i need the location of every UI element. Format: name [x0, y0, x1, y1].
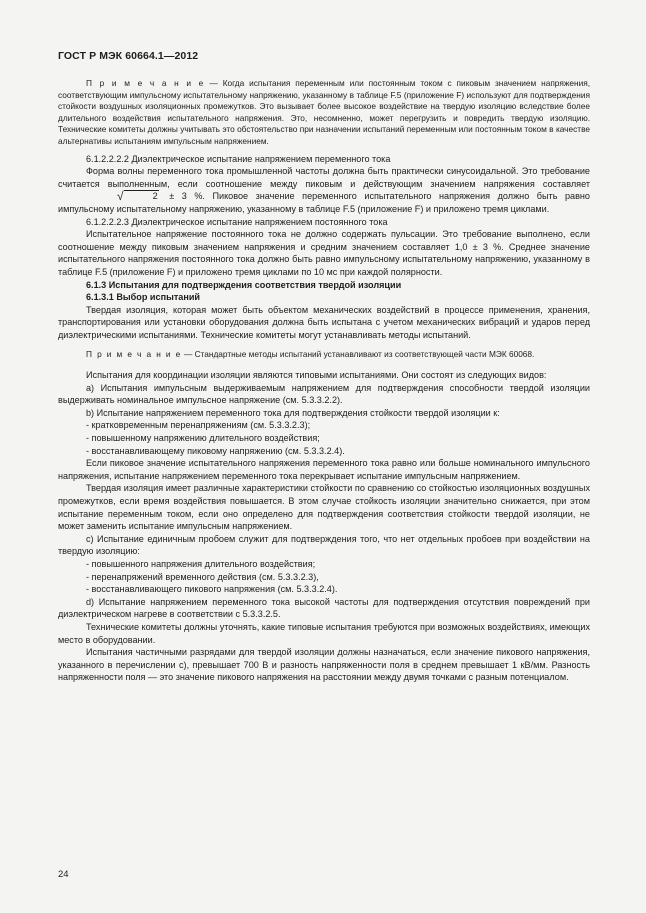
- body-paragraph: Испытания частичными разрядами для твердой изоляции должны назначаться, если значение пикового напряжения, указанного в перечислении c), превышает 700 В и разность напряженности поля в среднем превышает 1 кВ/мм. Разность напряженности поля — это значение пикового напряжения на расстоянии между двумя точками с разным потенциалом.: [58, 647, 590, 683]
- note-label: П р и м е ч а н и е: [86, 349, 182, 360]
- section-heading-6-1-3-1: 6.1.3.1 Выбор испытаний: [86, 292, 201, 303]
- note-paragraph: [58, 78, 590, 148]
- sqrt-symbol: √: [117, 189, 124, 204]
- sub-list-item: - перенапряжений временного действия (см. 5.3.3.2.3),: [86, 571, 319, 582]
- list-item-c: c) Испытание единичным пробоем служит для подтверждения того, что нет отдельных пробоев при воздействии на твердую изоляцию:: [58, 533, 590, 557]
- body-paragraph: Технические комитеты должны уточнять, какие типовые испытания требуются при возможных воздействиях, имеющих место в оборудовании.: [58, 621, 590, 645]
- page-number: 24: [58, 869, 69, 880]
- note-text: — Когда испытания переменным или постоянным током с пиковым значением напряжения, соответствующим импульсному испытательному напряжению, указанному в таблице F.5 (приложение F) используют для подтверждения стойкости воздушных изоляционных промежутков. Это вызывает более высокое воздействие на твердую изоляцию вследствие более длительного воздействия испытательного напряжения. Это, несомненно, может перегрузить и повредить твердую изоляцию. Технические комитеты должны учитывать это обстоятельство при назначении испытаний переменным или постоянным током в качестве альтернативы испытаниям импульсным напряжением.: [58, 78, 590, 146]
- section-heading-6-1-3: 6.1.3 Испытания для подтверждения соответствия твердой изоляции: [86, 279, 402, 290]
- note-label: П р и м е ч а н и е: [86, 78, 205, 88]
- sub-list-item: - повышенного напряжения длительного воздействия;: [86, 558, 316, 569]
- document-header: ГОСТ Р МЭК 60664.1—2012: [58, 50, 199, 62]
- body-paragraph: Твердая изоляция, которая может быть объектом механических воздействий в процессе применения, хранения, транспортирования или установки оборудования должна быть испытана с учетом механических вибраций и ударов перед диэлектрическими испытаниями. Технические комитеты могут устанавливать методы испытаний.: [58, 304, 590, 340]
- body-paragraph: [58, 165, 590, 215]
- paragraph-text-rest: Пиковое значение переменного испытательного напряжения должно быть равно импульсному испытательному напряжению, указанному в таблице F.5 (приложение F) и приложено тремя циклами.: [58, 191, 590, 214]
- sub-list-item: - кратковременным перенапряжениям (см. 5.3.3.2.3);: [86, 420, 311, 431]
- page-content: [58, 78, 590, 684]
- body-paragraph: Испытательное напряжение постоянного тока не должно содержать пульсации. Это требование выполнено, если соотношение между пиковым значением напряжения и средним значением составляет 1,0 ± 3 %. Среднее значение испытательного напряжения постоянного тока должно быть равно импульсному испытательному напряжению, указанному в таблице F.5 (приложение F) и приложено тремя циклами по 10 мс при каждой полярности.: [58, 229, 590, 277]
- list-item-a: a) Испытания импульсным выдерживаемым напряжением для подтверждения способности твердой изоляции выдерживать номинальное импульсное напряжение (см. 5.3.3.2.2).: [58, 382, 590, 406]
- note-paragraph: [58, 349, 590, 361]
- sqrt-argument: 2: [124, 190, 159, 201]
- sub-list-item: - восстанавливающему пиковому напряжению (см. 5.3.3.2.4).: [86, 445, 345, 456]
- sub-list-item: - повышенному напряжению длительного воздействия;: [86, 433, 320, 444]
- list-item-d: d) Испытание напряжением переменного тока высокой частоты для подтверждения отсутствия повреждений при диэлектрическом нагреве в соответствии с 5.3.3.2.5.: [58, 596, 590, 620]
- clause-heading-6-1-2-2-2-3: 6.1.2.2.2.3 Диэлектрическое испытание напряжением постоянного тока: [86, 216, 388, 227]
- note-text: — Стандартные методы испытаний устанавливают из соответствующей части МЭК 60068.: [181, 349, 535, 360]
- body-paragraph: Если пиковое значение испытательного напряжения переменного тока равно или больше номинального импульсного напряжения, испытание напряжением переменного тока перекрывает испытание импульсным напряжением.: [58, 458, 590, 481]
- body-paragraph: Испытания для координации изоляции являются типовыми испытаниями. Они состоят из следующих видов:: [86, 370, 547, 381]
- list-item-b: b) Испытание напряжением переменного тока для подтверждения стойкости твердой изоляции к:: [86, 407, 500, 418]
- body-paragraph: Твердая изоляция имеет различные характеристики стойкости по сравнению со стойкостью изоляционных воздушных промежутков, если время воздействия повышается. В этом случае стойкость изоляции значительно снижается, при этом испытание переменным током, если оно определено для подтверждения соответствия стойкости твердой изоляции, не может заменить испытание импульсным напряжением.: [58, 483, 590, 532]
- paragraph-text: Форма волны переменного тока промышленной частоты должна быть практически синусоидальной. Это требование считается выполненным, если соотношение между пиковым и действующим значением напряжения составляет: [58, 166, 590, 189]
- sub-list-item: - восстанавливающего пикового напряжения (см. 5.3.3.2.4).: [86, 584, 338, 595]
- sqrt-formula: [61, 190, 159, 203]
- clause-heading-6-1-2-2-2-2: 6.1.2.2.2.2 Диэлектрическое испытание напряжением переменного тока: [86, 153, 391, 164]
- tolerance-text: ± 3 %.: [169, 191, 205, 202]
